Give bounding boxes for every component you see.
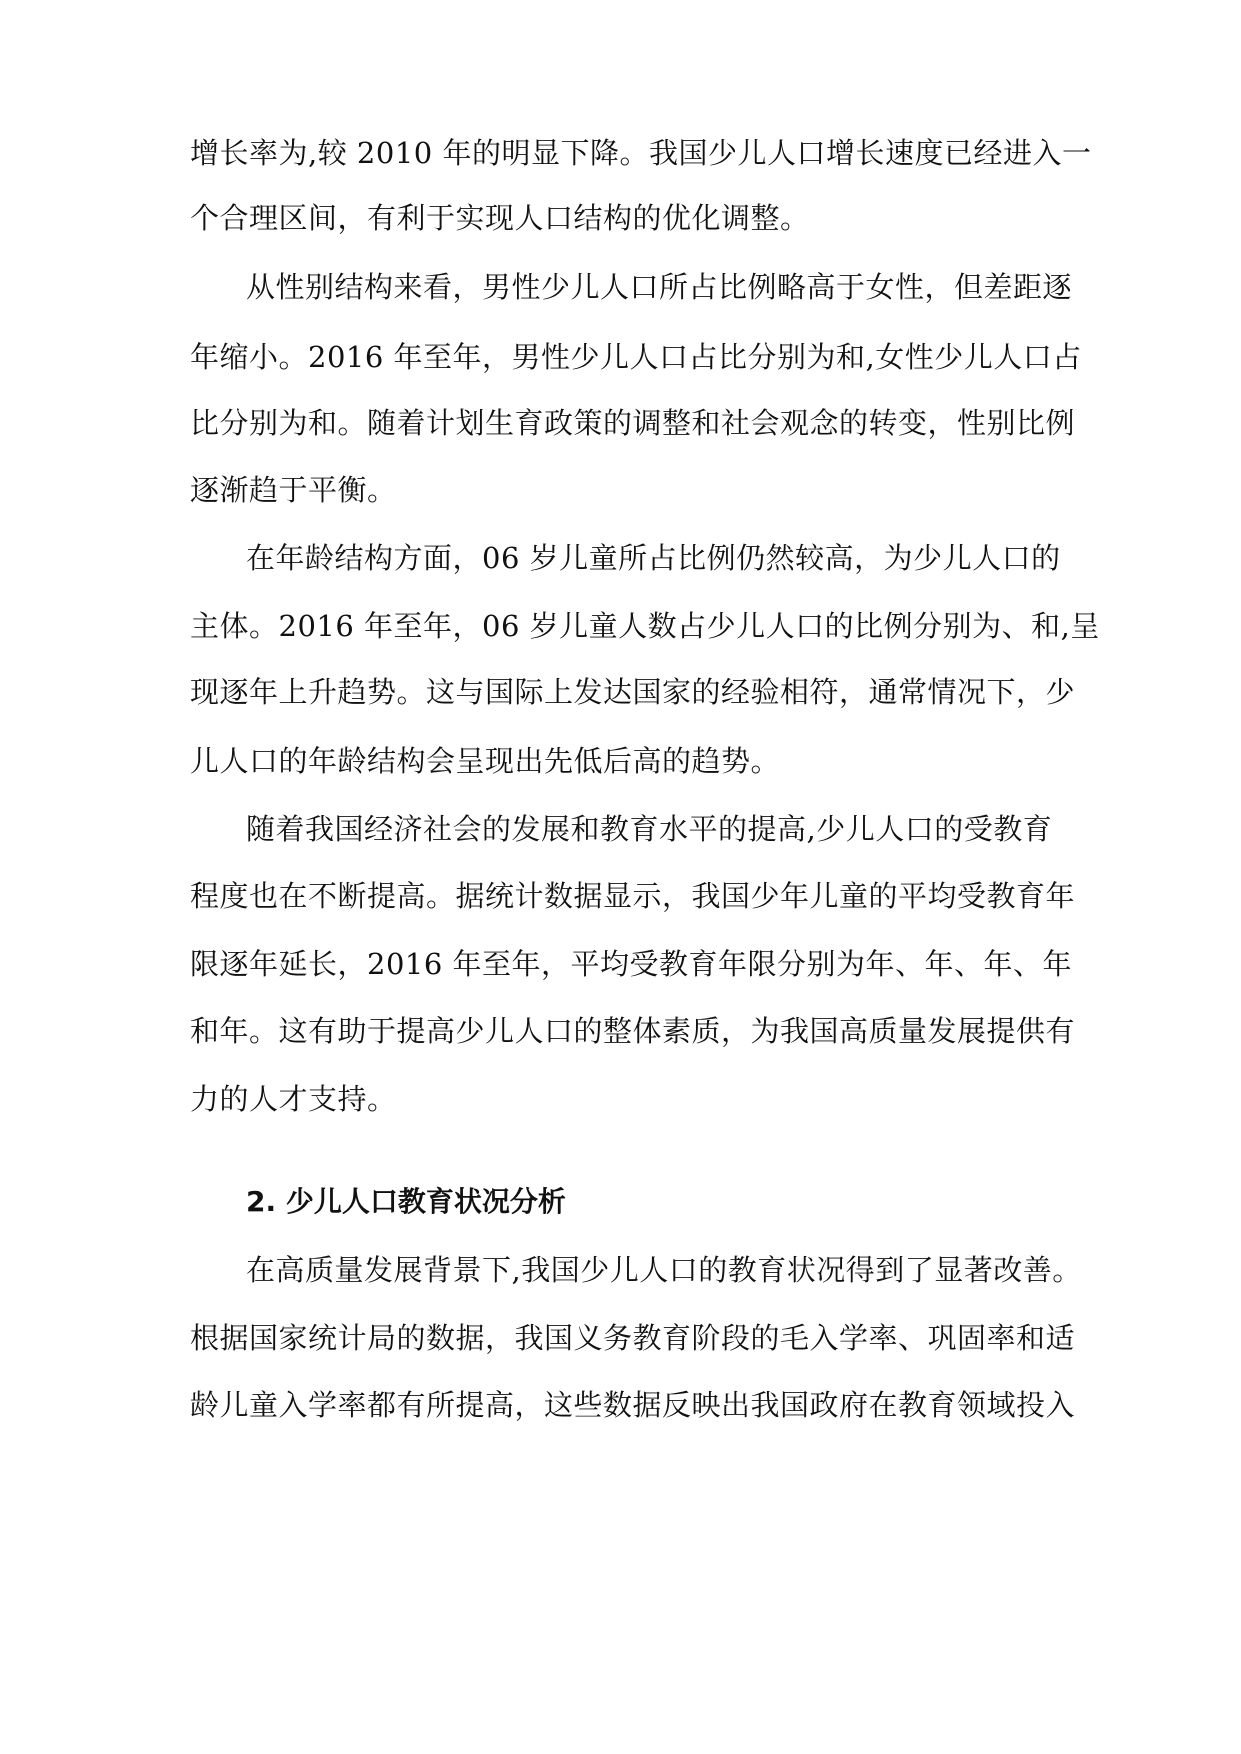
section-paragraph-line-1: 在高质量发展背景下,我国少儿人口的教育状况得到了显著改善。 <box>246 1253 1082 1287</box>
section-heading: 2. 少儿人口教育状况分析 <box>246 1185 566 1218</box>
paragraph-4-line-4: 和年。这有助于提高少儿人口的整体素质，为我国高质量发展提供有 <box>190 1014 1076 1048</box>
paragraph-2-line-3: 比分别为和。随着计划生育政策的调整和社会观念的转变，性别比例 <box>190 406 1076 440</box>
paragraph-3-line-2: 主体。2016 年至年，06 岁儿童人数占少儿人口的比例分别为、和,呈 <box>190 609 1100 643</box>
paragraph-2-line-1: 从性别结构来看，男性少儿人口所占比例略高于女性，但差距逐 <box>246 270 1073 304</box>
paragraph-4-line-2: 程度也在不断提高。据统计数据显示，我国少年儿童的平均受教育年 <box>190 879 1076 913</box>
paragraph-3-line-1: 在年龄结构方面，06 岁儿童所占比例仍然较高，为少儿人口的 <box>246 541 1061 575</box>
paragraph-2-line-4: 逐渐趋于平衡。 <box>190 473 397 507</box>
section-paragraph-line-2: 根据国家统计局的数据，我国义务教育阶段的毛入学率、巩固率和适 <box>190 1321 1076 1355</box>
paragraph-4-line-1: 随着我国经济社会的发展和教育水平的提高,少儿人口的受教育 <box>246 812 1053 846</box>
paragraph-1-line-1: 增长率为,较 2010 年的明显下降。我国少儿人口增长速度已经进入一 <box>190 136 1092 170</box>
paragraph-2-line-2: 年缩小。2016 年至年，男性少儿人口占比分别为和,女性少儿人口占 <box>190 340 1082 374</box>
paragraph-4-line-3: 限逐年延长，2016 年至年，平均受教育年限分别为年、年、年、年 <box>190 947 1073 981</box>
paragraph-3-line-3: 现逐年上升趋势。这与国际上发达国家的经验相符，通常情况下，少 <box>190 675 1076 709</box>
paragraph-1-line-2: 个合理区间，有利于实现人口结构的优化调整。 <box>190 201 810 235</box>
paragraph-3-line-4: 儿人口的年龄结构会呈现出先低后高的趋势。 <box>190 744 781 778</box>
section-paragraph-line-3: 龄儿童入学率都有所提高，这些数据反映出我国政府在教育领域投入 <box>190 1388 1076 1422</box>
paragraph-4-line-5: 力的人才支持。 <box>190 1082 397 1116</box>
